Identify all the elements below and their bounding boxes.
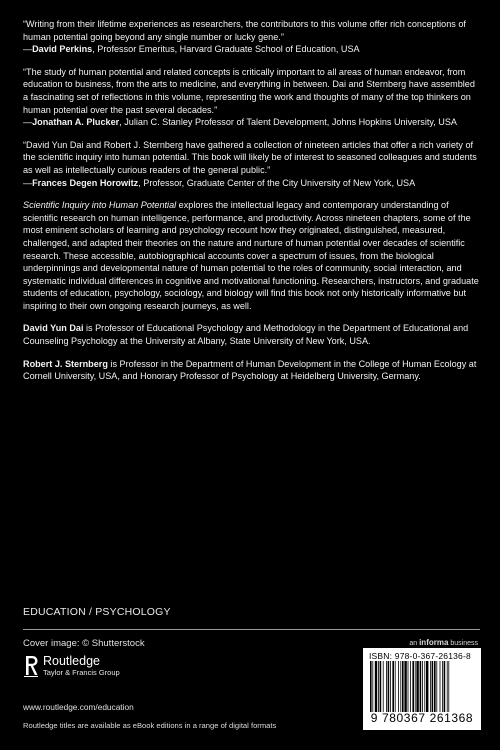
barcode-bar xyxy=(395,661,396,712)
quote-affiliation: , Julian C. Stanley Professor of Talent Development, Johns Hopkins University, USA xyxy=(119,117,457,128)
barcode-bar xyxy=(370,661,372,712)
book-title: Scientific Inquiry into Human Potential xyxy=(23,200,177,211)
barcode-bar xyxy=(392,661,394,712)
quote-text: “David Yun Dai and Robert J. Sternberg have gathered a collection of nineteen articles that offer a rich variety of the scientific inquiry into human potential. This book will likely be of interest to seasoned colleagues and students as well as intellectually curious readers of the general public.” xyxy=(23,139,477,175)
back-cover-text xyxy=(23,18,481,393)
barcode-bar xyxy=(375,661,377,712)
barcode-bar xyxy=(420,661,422,712)
barcode-bar xyxy=(442,661,443,712)
routledge-logo xyxy=(23,654,120,678)
barcode-bar xyxy=(426,661,428,712)
barcode-bar xyxy=(416,661,418,712)
description-body: explores the intellectual legacy and contemporary understanding of scientific research on human intelligence, performance, and productivity. Across nineteen chapters, some of the most eminent scholars of learning and psychology recount how they originated, distinguished, measured, challenged, and adapted their theories on the nature and nurture of human potential over decades of scientific research. These accessible, autobiographical accounts cover a spectrum of issues, from the biological underpinnings and developmental nature of human potential to the roles of community, social interaction, and systematic individual differences in cognitive and motivational functioning. Researchers, instructors, and graduate students of education, psychology, sociology, and biology will find this book not only historically informative but inspiring to their own ongoing research journeys, as well. xyxy=(23,200,479,311)
quote-affiliation: , Professor Emeritus, Harvard Graduate School of Education, USA xyxy=(92,44,360,55)
editor-bio-text: is Professor of Educational Psychology and Methodology in the Department of Educational and Counseling Psychology at the University at Albany, State University of New York, USA. xyxy=(23,323,469,347)
cover-image-credit: Cover image: © Shutterstock xyxy=(23,638,145,649)
barcode-bar xyxy=(372,661,373,712)
editor-bio xyxy=(23,322,481,347)
divider xyxy=(23,629,480,630)
quote-affiliation: , Professor, Graduate Center of the City University of New York, USA xyxy=(138,177,416,188)
editor-bio xyxy=(23,358,481,383)
barcode-bar xyxy=(432,661,434,712)
book-description xyxy=(23,199,481,312)
barcode-bar xyxy=(378,661,379,712)
quote-author: David Perkins xyxy=(32,44,93,55)
barcode-bar xyxy=(430,661,431,712)
editor-name: Robert J. Sternberg xyxy=(23,358,108,369)
endorsement-quote xyxy=(23,139,481,189)
barcode-bar xyxy=(402,661,404,712)
barcode-bar xyxy=(390,661,391,712)
publisher-name: Routledge xyxy=(43,654,100,668)
barcode-bar xyxy=(386,661,387,712)
barcode-bar xyxy=(408,661,409,712)
barcode-bar xyxy=(448,661,449,712)
barcode-bar xyxy=(410,661,411,712)
editor-name: David Yun Dai xyxy=(23,323,84,334)
isbn-barcode xyxy=(363,648,481,730)
barcode-bar xyxy=(434,661,436,712)
barcode-bar xyxy=(444,661,446,712)
barcode-bar xyxy=(383,661,384,712)
isbn-label: ISBN: 978-0-367-26136-8 xyxy=(369,651,471,661)
publisher-url[interactable]: www.routledge.com/education xyxy=(23,702,134,712)
barcode-bar xyxy=(422,661,423,712)
quote-attribution: —Frances Degen Horowitz, Professor, Graduate Center of the City University of New York, USA xyxy=(23,177,416,188)
barcode-bar xyxy=(412,661,414,712)
quote-author: Jonathan A. Plucker xyxy=(32,117,120,128)
barcode-bar xyxy=(400,661,401,712)
barcode-bar xyxy=(388,661,390,712)
endorsement-quote xyxy=(23,66,481,129)
barcode-bar xyxy=(398,661,399,712)
ebook-note: Routledge titles are available as eBook editions in a range of digital formats xyxy=(23,721,277,730)
subject-category: EDUCATION / PSYCHOLOGY xyxy=(23,606,171,618)
informa-brand: informa xyxy=(419,638,449,647)
barcode-bar xyxy=(424,661,425,712)
barcode-bar xyxy=(447,661,448,712)
informa-business-tag: an informa business xyxy=(409,638,478,647)
quote-attribution: —David Perkins, Professor Emeritus, Harvard Graduate School of Education, USA xyxy=(23,44,360,55)
barcode-bar xyxy=(404,661,406,712)
barcode-digits: 9 780367 261368 xyxy=(370,711,474,725)
routledge-r-icon xyxy=(23,654,39,678)
barcode-graphic xyxy=(369,661,475,712)
barcode-bar xyxy=(380,661,382,712)
barcode-bar xyxy=(440,661,441,712)
barcode-bar xyxy=(415,661,416,712)
quote-text: “The study of human potential and related concepts is critically important to all areas of human endeavor, from education to business, from the arts to medicine, and everything in between. Dai and Sternberg have assembled a fascinating set of reflections in this volume, representing the work and thoughts of many of the top thinkers on human potential over the past several decades.” xyxy=(23,66,475,115)
publisher-group: Taylor & Francis Group xyxy=(43,668,120,677)
endorsement-quote xyxy=(23,18,481,56)
quote-text: “Writing from their lifetime experiences as researchers, the contributors to this volume offer rich conceptions of human potential going beyond any single number or lucky gene.” xyxy=(23,19,466,42)
barcode-bar xyxy=(436,661,437,712)
quote-attribution: —Jonathan A. Plucker, Julian C. Stanley Professor of Talent Development, Johns Hopkins University, USA xyxy=(23,117,457,128)
quote-author: Frances Degen Horowitz xyxy=(32,177,139,188)
editor-bio-text: is Professor in the Department of Human Development in the College of Human Ecology at Cornell University, USA, and Honorary Professor of Psychology at Heidelberg University, Germany. xyxy=(23,358,477,382)
